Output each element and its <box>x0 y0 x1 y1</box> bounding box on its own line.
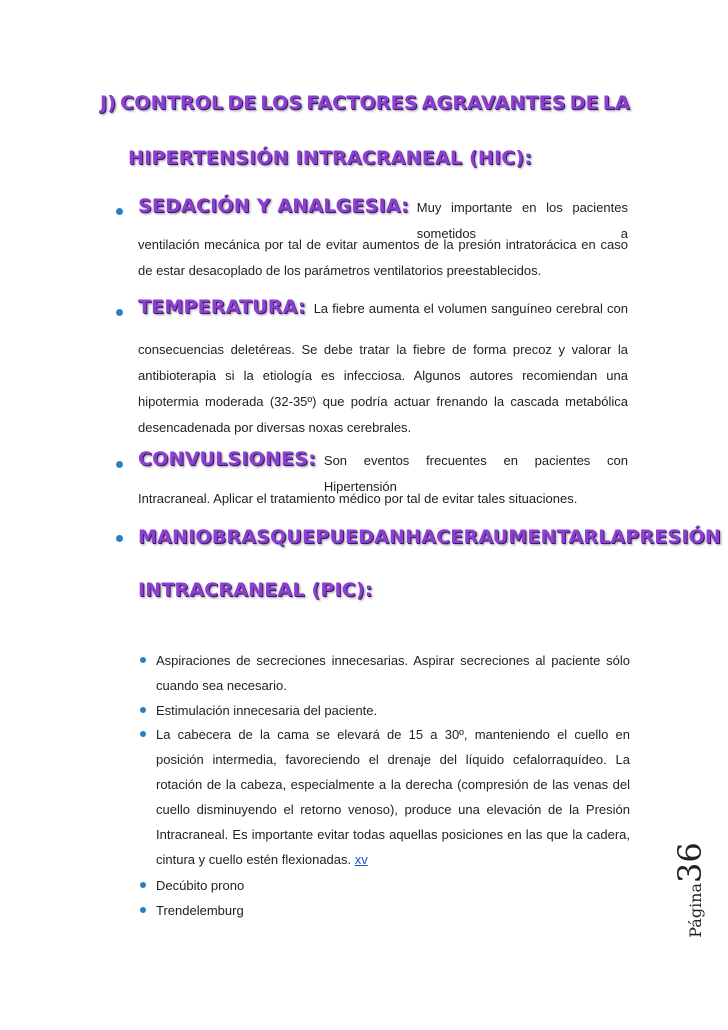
main-heading-line1 <box>100 92 630 114</box>
page-number <box>660 835 720 945</box>
page-label: Página <box>686 882 705 938</box>
heading-word: PRESIÓN <box>625 526 722 548</box>
list-item-text: Decúbito prono <box>156 878 245 893</box>
page-number-value: 36 <box>671 842 709 883</box>
heading-word: MANIOBRAS <box>138 526 271 548</box>
list-item-text <box>156 722 630 872</box>
heading-word: LA <box>598 526 626 548</box>
section-sedacion-body: ventilación mecánica por tal de evitar aumentos de la presión intratorácica en caso de estar desacoplado de los parámetros ventilatorios preestablecidos. <box>138 237 628 278</box>
list-item <box>140 648 630 698</box>
heading-word: J) <box>100 92 117 114</box>
section-first-text: Son eventos frecuentes en pacientes con Hipertensión <box>323 453 628 494</box>
footnote-reference-link[interactable]: xv <box>354 852 368 867</box>
list-item-body: La cabecera de la cama se elevará de 15 a 30º, manteniendo el cuello en posición intermedia, favoreciendo el drenaje del líquido cefalorraquídeo. La rotación de la cabeza, especialmente a la derecha (compresión de las venas del cuello disminuyendo el retorno venoso), produce una elevación de la Presión Intracraneal. Es importante evitar todas aquellas posiciones en las que la cadera, cintura y cuello estén flexionadas. <box>156 727 630 867</box>
heading-word: FACTORES <box>306 92 418 114</box>
section-temperatura-body: consecuencias deletéreas. Se debe tratar la fiebre de forma precoz y valorar la antibioterapia si la etiología es infecciosa. Algunos autores recomiendan una hipotermia moderada (32-35º) que podría actuar frenando la cascada metabólica desencadenada por diversas noxas cerebrales. <box>138 342 628 435</box>
list-item <box>140 873 630 898</box>
bullet-icon <box>140 657 146 663</box>
bullet-icon <box>140 707 146 713</box>
section-convulsiones-body: Intracraneal. Aplicar el tratamiento médico por tal de evitar tales situaciones. <box>138 491 578 506</box>
section-first-text: La fiebre aumenta el volumen sanguíneo cerebral con <box>313 301 628 316</box>
section-first-text: Muy importante en los pacientes sometidos a <box>416 200 628 241</box>
heading-word: DE <box>569 92 599 114</box>
heading-word: QUE <box>270 526 316 548</box>
bullet-icon <box>140 731 146 737</box>
list-item <box>140 698 630 723</box>
section-title: CONVULSIONES: <box>138 448 316 470</box>
section-title: SEDACIÓN Y ANALGESIA: <box>138 195 409 217</box>
list-item-text: Trendelemburg <box>156 903 244 918</box>
heading-word: CONTROL <box>120 92 224 114</box>
heading-word: DE <box>227 92 257 114</box>
list-item-text: Estimulación innecesaria del paciente. <box>156 703 378 718</box>
list-item <box>140 898 630 923</box>
heading-word: LOS <box>260 92 303 114</box>
list-item <box>140 722 630 872</box>
section-title: TEMPERATURA: <box>138 296 306 318</box>
pic-heading-line1 <box>138 526 722 548</box>
bullet-icon <box>140 907 146 913</box>
pic-heading-line2: INTRACRANEAL (PIC): <box>138 579 373 601</box>
heading-word: LA <box>602 92 630 114</box>
heading-word: HACER <box>405 526 479 548</box>
bullet-icon <box>116 535 123 542</box>
heading-word: AUMENTAR <box>478 526 599 548</box>
section-temperatura-first-line <box>115 294 628 322</box>
bullet-icon <box>140 882 146 888</box>
main-heading-line2: HIPERTENSIÓN INTRACRANEAL (HIC): <box>128 147 533 169</box>
heading-word: PUEDAN <box>315 526 406 548</box>
list-item-text: Aspiraciones de secreciones innecesarias. Aspirar secreciones al paciente sólo cuando sea necesario. <box>156 653 630 693</box>
heading-word: AGRAVANTES <box>421 92 566 114</box>
